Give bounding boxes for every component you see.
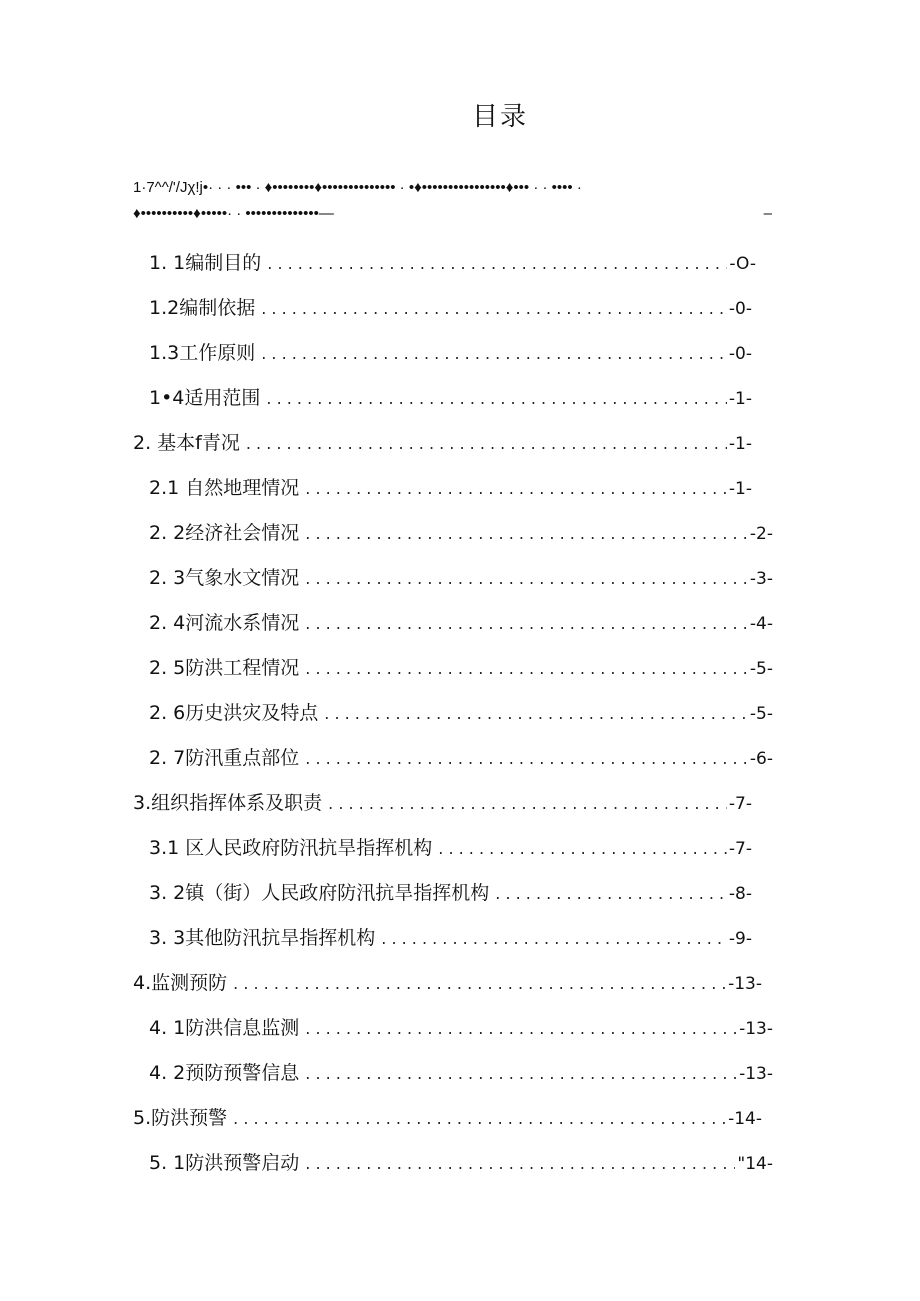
toc-dot-leader (261, 296, 727, 322)
toc-dot-leader (324, 701, 748, 727)
garbled-heading-line-1 (133, 175, 778, 201)
toc-dot-leader (305, 611, 748, 637)
toc-entry-page: -1- (728, 389, 752, 409)
toc-entry-label: 4. 2预防预警信息 (149, 1062, 300, 1084)
toc-entry[interactable] (133, 970, 762, 996)
toc-entry[interactable] (149, 1015, 773, 1041)
toc-entry[interactable] (149, 745, 773, 771)
toc-entry-page: -1- (728, 434, 752, 454)
toc-entry-page: -5- (749, 659, 773, 679)
toc-entry[interactable] (149, 250, 756, 276)
toc-entry-label: 2. 2经济社会情况 (149, 522, 300, 544)
toc-entry[interactable] (149, 475, 752, 501)
toc-dot-leader (305, 1016, 737, 1042)
garbled-heading-text-1: 1·7^^/'/Jχ!j•· · · ••• · ♦••••••••♦•••••••••••••• · •♦••••••••••••••••♦••• · · •••• · (133, 179, 582, 196)
toc-entry-label: 2. 3气象水文情况 (149, 567, 300, 589)
toc-dot-leader (305, 1061, 737, 1087)
toc-dot-leader (495, 881, 727, 907)
toc-dot-leader (305, 521, 748, 547)
toc-entry-page: -7- (728, 839, 752, 859)
toc-entry-page: -8- (728, 884, 752, 904)
toc-entry-label: 2. 基本f青况 (133, 432, 240, 454)
toc-entry-label: 2. 5防洪工程情况 (149, 657, 300, 679)
toc-entry-label: 3. 3其他防汛抗旱指挥机构 (149, 927, 376, 949)
garbled-heading-end-dash: – (763, 205, 772, 222)
toc-entry[interactable] (133, 790, 752, 816)
toc-entry-label: 1.2编制依据 (149, 297, 256, 319)
toc-entry-label: 2. 4河流水系情况 (149, 612, 300, 634)
toc-entry-page: "14- (737, 1154, 773, 1174)
toc-entry[interactable] (149, 295, 752, 321)
toc-dot-leader (305, 1151, 735, 1177)
toc-entry[interactable] (149, 925, 752, 951)
toc-dot-leader (266, 386, 727, 412)
toc-dot-leader (233, 971, 726, 997)
toc-entry-label: 3. 2镇（街）人民政府防汛抗旱指挥机构 (149, 882, 490, 904)
toc-dot-leader (305, 656, 748, 682)
toc-entry[interactable] (149, 1060, 773, 1086)
toc-entry[interactable] (149, 520, 773, 546)
garbled-heading-line-2 (133, 201, 778, 227)
toc-dot-leader (261, 341, 727, 367)
toc-entry-label: 1. 1编制目的 (149, 252, 262, 274)
toc-entry[interactable] (149, 700, 773, 726)
toc-entry-label: 4. 1防洪信息监测 (149, 1017, 300, 1039)
toc-entry-page: -1- (728, 479, 752, 499)
toc-entry-page: -13- (739, 1064, 773, 1084)
toc-entry-page: -2- (749, 524, 773, 544)
toc-entry[interactable] (149, 385, 752, 411)
toc-dot-leader (305, 566, 748, 592)
toc-entry[interactable] (149, 565, 773, 591)
toc-entry-page: -5- (749, 704, 773, 724)
toc-entry[interactable] (149, 835, 752, 861)
toc-entry-label: 5.防洪预警 (133, 1107, 228, 1129)
toc-entry-label: 5. 1防洪预警启动 (149, 1152, 300, 1174)
toc-entry-label: 2. 6历史洪灾及特点 (149, 702, 319, 724)
toc-entry-label: 2.1 自然地理情况 (149, 477, 300, 499)
toc-entry-label: 1•4适用范围 (149, 387, 261, 409)
toc-dot-leader (267, 251, 727, 277)
toc-entry[interactable] (149, 1150, 773, 1176)
toc-entry-page: -3- (749, 569, 773, 589)
toc-dot-leader (381, 926, 727, 952)
toc-entry-page: -4- (749, 614, 773, 634)
toc-entry-page: -6- (749, 749, 773, 769)
toc-dot-leader (305, 746, 748, 772)
toc-dot-leader (305, 476, 727, 502)
toc-dot-leader (438, 836, 727, 862)
toc-entry-label: 3.1 区人民政府防汛抗旱指挥机构 (149, 837, 433, 859)
toc-entry-page: -O- (729, 254, 756, 274)
toc-dot-leader (233, 1106, 726, 1132)
toc-entry-page: -0- (728, 344, 752, 364)
garbled-heading-text-2: ♦••••••••••♦•••••· · ••••••••••••••— (133, 205, 334, 222)
page-title: 目录 (471, 102, 528, 132)
toc-entry[interactable] (133, 1105, 762, 1131)
toc-entry[interactable] (149, 610, 773, 636)
toc-entry-page: -13- (728, 974, 762, 994)
toc-entry-page: -0- (728, 299, 752, 319)
toc-entry-page: -13- (739, 1019, 773, 1039)
toc-dot-leader (246, 431, 727, 457)
toc-entry[interactable] (149, 340, 752, 366)
toc-entry-label: 1.3工作原则 (149, 342, 256, 364)
toc-entry-label: 2. 7防汛重点部位 (149, 747, 300, 769)
toc-dot-leader (328, 791, 727, 817)
toc-entry[interactable] (149, 880, 752, 906)
toc-entry-page: -14- (728, 1109, 762, 1129)
toc-entry-page: -9- (728, 929, 752, 949)
toc-entry[interactable] (133, 430, 752, 456)
toc-entry[interactable] (149, 655, 773, 681)
toc-entry-label: 4.监测预防 (133, 972, 228, 994)
toc-entry-page: -7- (728, 794, 752, 814)
toc-entry-label: 3.组织指挥体系及职责 (133, 792, 323, 814)
